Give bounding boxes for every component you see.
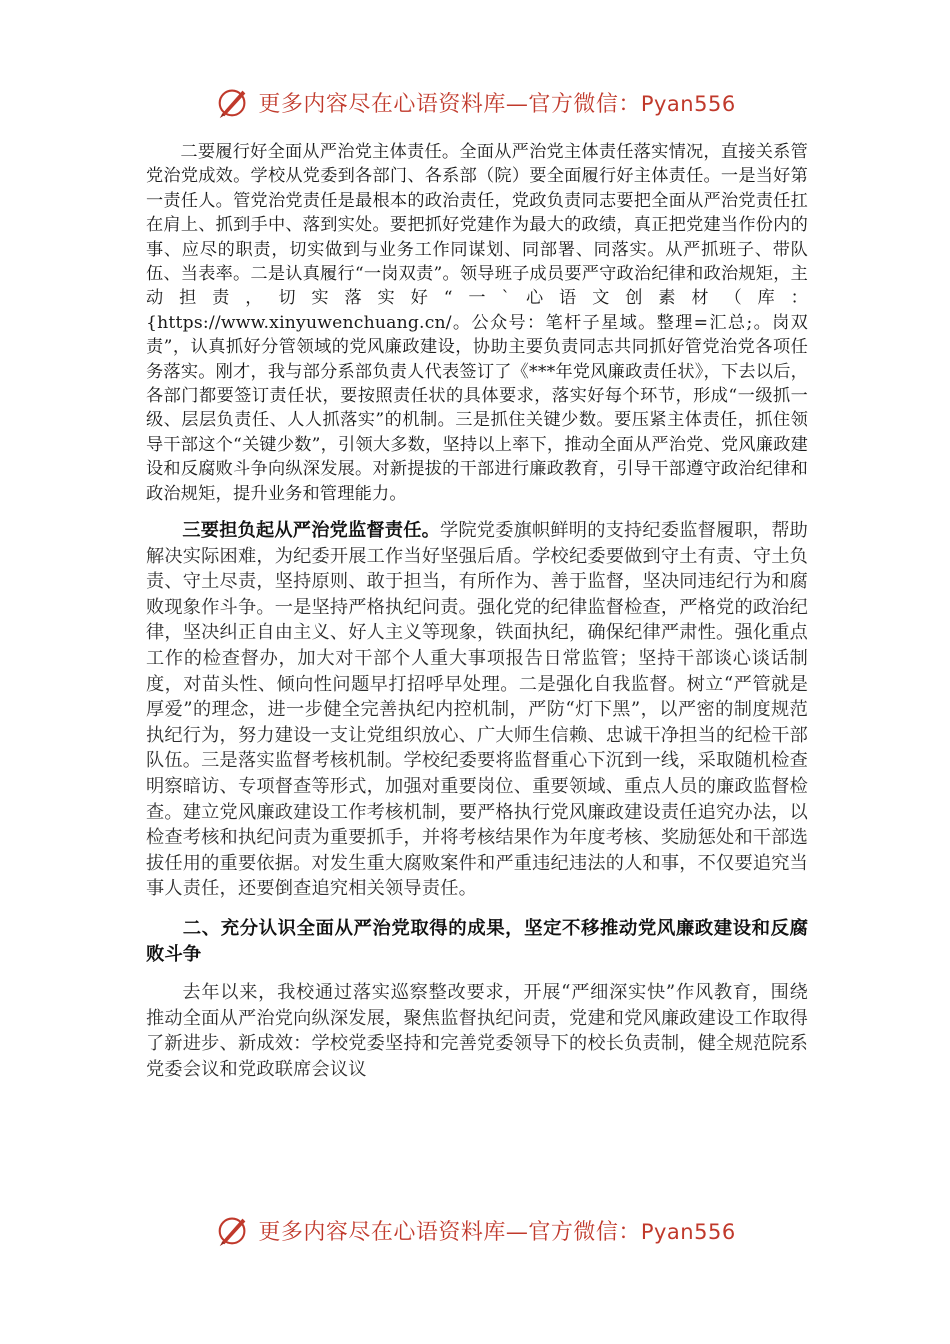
section-heading: 二、充分认识全面从严治党取得的成果，坚定不移推动党风廉政建设和反腐败斗争 [146, 918, 808, 965]
paragraph-supervision-responsibility [146, 518, 808, 902]
watermark-label: 更多内容尽在心语资料库—官方微信： [258, 91, 641, 117]
document-body [146, 140, 808, 1086]
watermark-wechat-id: Pyan556 [640, 1219, 736, 1244]
pen-circle-logo-icon [214, 83, 252, 121]
paragraph-body-text: 学院党委旗帜鲜明的支持纪委监督履职，帮助解决实际困难，为纪委开展工作当好坚强后盾。学校纪委要做到守土有责、守土负责、守土尽责，坚持原则、敢于担当，有所作为、善于监督，坚决同违纪行为和腐败现象作斗争。一是坚持严格执纪问责。强化党的纪律监督检查，严格党的政治纪律，坚决纠正自由主义、好人主义等现象，铁面执纪，确保纪律严肃性。强化重点工作的检查督办，加大对干部个人重大事项报告日常监管；坚持干部谈心谈话制度，对苗头性、倾向性问题早打招呼早处理。二是强化自我监督。树立“严管就是厚爱”的理念，进一步健全完善执纪内控机制，严防“灯下黑”，以严密的制度规范执纪行为，努力建设一支让党组织放心、广大师生信赖、忠诚干净担当的纪检干部队伍。三是落实监督考核机制。学校纪委要将监督重心下沉到一线，采取随机检查明察暗访、专项督查等形式，加强对重要岗位、重要领域、重点人员的廉政监督检查。建立党风廉政建设工作考核机制，要严格执行党风廉政建设责任追究办法，以检查考核和执纪问责为重要抓手，并将考核结果作为年度考核、奖励惩处和干部选拔任用的重要依据。对发生重大腐败案件和严重违纪违法的人和事，不仅要追究当事人责任，还要倒查追究相关领导责任。 [146, 520, 808, 900]
pen-circle-logo-icon [214, 1211, 252, 1249]
watermark-footer [0, 1208, 950, 1252]
paragraph-lead-sentence: 三要担负起从严治党监督责任。 [182, 520, 440, 542]
watermark-wechat-id: Pyan556 [640, 91, 736, 116]
watermark-label: 更多内容尽在心语资料库—官方微信： [258, 1219, 641, 1245]
watermark-header [0, 80, 950, 124]
paragraph-main-responsibility: 二要履行好全面从严治党主体责任。全面从严治党主体责任落实情况，直接关系管党治党成效。学校从党委到各部门、各系部（院）要全面履行好主体责任。一是当好第一责任人。管党治党责任是最根本的政治责任，党政负责同志要把全面从严治党责任扛在肩上、抓到手中、落到实处。要把抓好党建作为最大的政绩，真正把党建当作份内的事、应尽的职责，切实做到与业务工作同谋划、同部署、同落实。从严抓班子、带队伍、当表率。二是认真履行“一岗双责”。领导班子成员要严守政治纪律和政治规矩，主动担责，切实落实好“一`心语文创素材（库：{https://www.xinyuwenchuang.cn/。公众号：笔杆子星域。整理=汇总;。岗双责”，认真抓好分管领域的党风廉政建设，协助主要负责同志共同抓好管党治党各项任务落实。刚才，我与部分系部负责人代表签订了《***年党风廉政责任状》，下去以后，各部门都要签订责任状，要按照责任状的具体要求，落实好每个环节，形成“一级抓一级、层层负责任、人人抓落实”的机制。三是抓住关键少数。要压紧主体责任，抓住领导干部这个“关键少数”，引领大多数，坚持以上率下，推动全面从严治党、党风廉政建设和反腐败斗争向纵深发展。对新提拔的干部进行廉政教育，引导干部遵守政治纪律和政治规矩，提升业务和管理能力。 [146, 142, 808, 504]
watermark-text [258, 1215, 735, 1246]
watermark-text [258, 87, 735, 118]
paragraph-achievements: 去年以来，我校通过落实巡察整改要求，开展“严细深实快”作风教育，围绕推动全面从严治党向纵深发展，聚焦监督执纪问责，党建和党风廉政建设工作取得了新进步、新成效：学校党委坚持和完善党委领导下的校长负责制，健全规范院系党委会议和党政联席会议议 [146, 982, 808, 1080]
